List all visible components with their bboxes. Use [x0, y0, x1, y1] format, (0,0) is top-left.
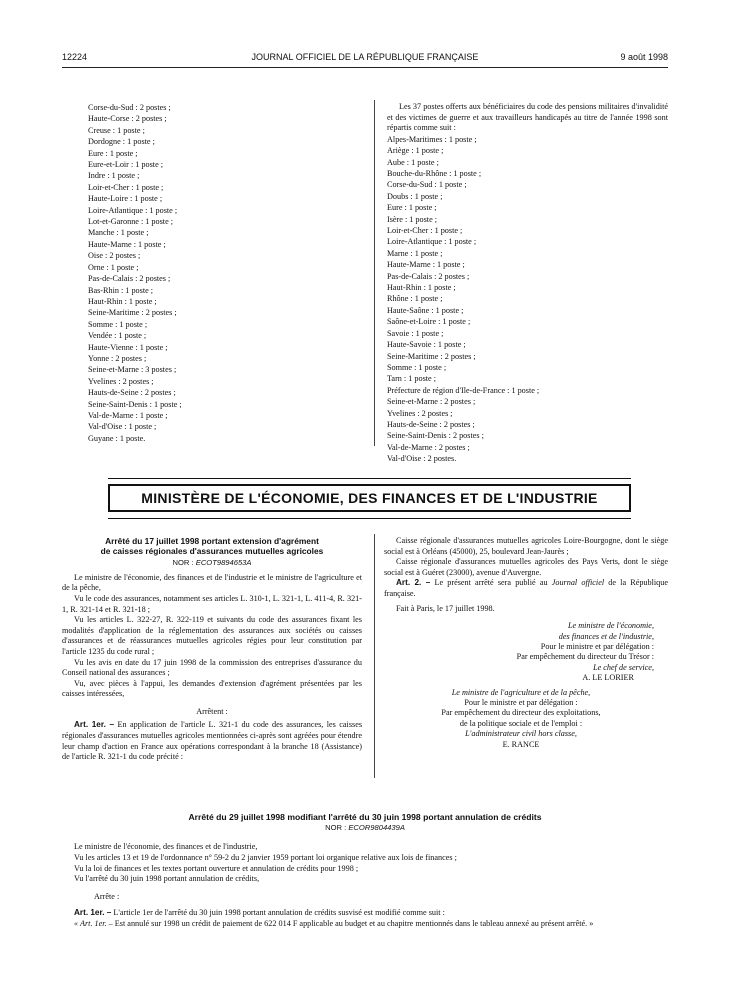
arrete-1-p3: Vu les articles L. 322-27, R. 322-119 et suivants du code des assurances fixant les modalités d'application de la réglementation des assurances aux sociétés ou caisses d'assurances et de réassurances mutuelles agricoles régies pour leur constitution par l'article 1235 du code rural ; [62, 615, 362, 656]
right-list-item: Bouche-du-Rhône : 1 poste ; [387, 169, 482, 178]
arrete-2-p2: Vu les articles 13 et 19 de l'ordonnance n° 59-2 du 2 janvier 1959 portant loi organique relative aux lois de finances ; [74, 853, 457, 862]
left-list-item: Haute-Loire : 1 poste ; [88, 194, 163, 204]
right-list-item: Seine-Maritime : 2 postes ; [387, 351, 476, 361]
right-list-item: Haut-Rhin : 1 poste ; [387, 283, 456, 293]
right-list-item: Seine-Saint-Denis : 2 postes ; [387, 431, 484, 441]
right-list-item: Corse-du-Sud : 1 poste ; [387, 180, 467, 190]
left-list-item: Manche : 1 poste ; [88, 228, 149, 238]
left-list-item: Val-de-Marne : 1 poste ; [88, 410, 168, 420]
arrete-1-p2: Vu le code des assurances, notamment ses articles L. 310-1, L. 321-1, L. 411-4, R. 321-1, R. 321-14 et R. 321-18 ; [62, 594, 362, 614]
left-list-item: Oise : 2 postes ; [88, 251, 141, 261]
arrete-2-p3: Vu la loi de finances et les textes portant ouverture et annulation de crédits pour 1998 ; [74, 863, 359, 873]
left-list-item: Vendée : 1 poste ; [88, 331, 147, 341]
left-list-item: Guyane : 1 poste. [88, 433, 146, 443]
left-list-item: Loir-et-Cher : 1 poste ; [88, 182, 164, 192]
left-list-item: Eure-et-Loir : 1 poste ; [88, 160, 164, 170]
right-list-item: Seine-et-Marne : 2 postes ; [387, 397, 476, 407]
right-post-section [387, 102, 668, 465]
right-list-item: Yvelines : 2 postes ; [387, 408, 453, 418]
arrete-1-title-line2: de caisses régionales d'assurances mutuelles agricoles [100, 546, 324, 557]
left-list-item: Seine-et-Marne : 3 postes ; [88, 365, 177, 375]
left-list-item: Loire-Atlantique : 1 poste ; [88, 205, 178, 215]
signatory-1-name: A. LE LORIER [582, 673, 634, 683]
right-list-item: Saône-et-Loire : 1 poste ; [387, 317, 471, 327]
right-intro: Les 37 postes offerts aux bénéficiaires du code des pensions militaires d'invalidité et des victimes de guerre et aux travailleurs handicapés au titre de l'année 1998 sont répartis comme suit : [387, 102, 668, 133]
arrete-1-caisse-2: Caisse régionale d'assurances mutuelles agricoles des Pays Verts, dont le siège social est à Guéret (23000), avenue d'Auvergne. [384, 557, 668, 577]
right-list-item: Préfecture de région d'Ile-de-France : 1 poste ; [387, 385, 540, 395]
signature-block-2: Le ministre de l'agriculture et de la pêche, Pour le ministre et par délégation : Par empêchement du directeur des exploitations, de la politique sociale et de l'emploi : L'administrateur civil hors classe, E. RANCE [374, 688, 668, 750]
arrete-2 [62, 812, 668, 929]
arrete-1-arretent: Arrêtent : [196, 706, 228, 716]
arrete-1-p4: Vu les avis en date du 17 juin 1998 de la commission des entreprises d'assurance du Conseil national des assurances ; [62, 657, 362, 678]
left-list-item: Corse-du-Sud : 2 postes ; [88, 103, 171, 112]
right-list-item: Hauts-de-Seine : 2 postes ; [387, 419, 475, 429]
left-list-item: Val-d'Oise : 1 poste ; [88, 422, 157, 432]
journal-title: JOURNAL OFFICIEL DE LA RÉPUBLIQUE FRANÇAISE [251, 52, 479, 62]
ministry-banner: MINISTÈRE DE L'ÉCONOMIE, DES FINANCES ET DE L'INDUSTRIE [108, 484, 631, 512]
right-list-item: Loir-et-Cher : 1 poste ; [387, 226, 463, 236]
left-list-item: Seine-Saint-Denis : 1 poste ; [88, 399, 182, 409]
issue-date: 9 août 1998 [620, 52, 668, 62]
arrete-2-p4: Vu l'arrêté du 30 juin 1998 portant annulation de crédits, [74, 874, 260, 884]
right-list-item: Haute-Saône : 1 poste ; [387, 305, 464, 315]
right-list-item: Loire-Atlantique : 1 poste ; [387, 237, 477, 247]
left-list-item: Haute-Corse : 2 postes ; [88, 114, 167, 124]
arrete-1-fait: Fait à Paris, le 17 juillet 1998. [396, 603, 495, 613]
arrete-2-article-1: Art. 1er. – L'article 1er de l'arrêté du 30 juin 1998 portant annulation de crédits susvisé est modifié comme suit : [74, 908, 445, 918]
right-list-item: Haute-Marne : 1 poste ; [387, 260, 465, 270]
arrete-1-p5: Vu, avec pièces à l'appui, les demandes d'extension d'agrément présentées par les caisses intéressées, [62, 678, 362, 699]
left-list-item: Pas-de-Calais : 2 postes ; [88, 274, 171, 284]
arrete-2-title: Arrêté du 29 juillet 1998 modifiant l'arrêté du 30 juin 1998 portant annulation de crédits [188, 812, 542, 822]
left-list-item: Yvelines : 2 postes ; [88, 376, 154, 386]
arrete-1-nor: NOR : ECOT9894653A [172, 557, 252, 567]
left-list-item: Orne : 1 poste ; [88, 262, 139, 272]
arrete-1-caisse-1: Caisse régionale d'assurances mutuelles agricoles Loire-Bourgogne, dont le siège social est à Orléans (45000), 25, boulevard Jean-Jaurès ; [384, 536, 668, 556]
right-list-item: Doubs : 1 poste ; [387, 191, 443, 201]
arrete-1-title-line1: Arrêté du 17 juillet 1998 portant extension d'agrément [105, 536, 319, 546]
right-list-item: Haute-Savoie : 1 poste ; [387, 340, 466, 350]
arrete-1-right [384, 536, 668, 750]
arrete-1-left [62, 536, 362, 763]
right-list-item: Marne : 1 poste ; [387, 248, 443, 258]
arrete-2-quote: « Art. 1er. – Est annulé sur 1998 un crédit de paiement de 622 014 F applicable au budget et au chapitre mentionnés dans le tableau annexé au présent arrêté. » [74, 918, 594, 928]
banner-rule-bottom [108, 518, 631, 519]
page-header [62, 52, 668, 66]
left-list-item: Hauts-de-Seine : 2 postes ; [88, 388, 176, 398]
left-list-item: Lot-et-Garonne : 1 poste ; [88, 217, 174, 227]
left-list-item: Somme : 1 poste ; [88, 319, 148, 329]
right-list-item: Tarn : 1 poste ; [387, 374, 436, 384]
left-list-item: Haut-Rhin : 1 poste ; [88, 296, 157, 306]
right-post-list [387, 134, 668, 465]
arrete-2-arrete: Arrête : [94, 891, 120, 901]
right-list-item: Aube : 1 poste ; [387, 157, 439, 167]
right-list-item: Ariège : 1 poste ; [387, 146, 444, 156]
header-rule [62, 67, 668, 68]
left-post-list [88, 102, 358, 444]
page-number: 12224 [62, 52, 88, 62]
arrete-2-nor: NOR : ECOR9804439A [325, 823, 405, 833]
right-list-item: Somme : 1 poste ; [387, 362, 447, 372]
right-list-item: Val-de-Marne : 2 postes ; [387, 442, 470, 452]
right-list-item: Isère : 1 poste ; [387, 214, 438, 224]
left-list-item: Dordogne : 1 poste ; [88, 137, 155, 147]
signatory-2-name: E. RANCE [502, 739, 540, 749]
right-list-item: Rhône : 1 poste ; [387, 294, 443, 304]
right-list-item: Eure : 1 poste ; [387, 203, 437, 213]
arrete-1-article-2: Art. 2. – Le présent arrêté sera publié au Journal officiel de la République française. [384, 578, 668, 598]
right-list-item: Savoie : 1 poste ; [387, 328, 444, 338]
banner-rule-top [108, 478, 631, 479]
right-list-item: Alpes-Maritimes : 1 poste ; [387, 134, 477, 144]
left-list-item: Yonne : 2 postes ; [88, 353, 147, 363]
left-list-item: Haute-Marne : 1 poste ; [88, 239, 166, 249]
signature-block-1: Le ministre de l'économie, des finances et de l'industrie, Pour le ministre et par délégation : Par empêchement du directeur du Trésor : Le chef de service, A. LE LORIER [384, 621, 668, 683]
column-divider [374, 100, 375, 446]
left-list-item: Indre : 1 poste ; [88, 171, 140, 181]
left-list-item: Seine-Maritime : 2 postes ; [88, 308, 177, 318]
left-list-item: Bas-Rhin : 1 poste ; [88, 285, 154, 295]
left-list-item: Eure : 1 poste ; [88, 148, 138, 158]
right-list-item: Val-d'Oise : 2 postes. [387, 454, 457, 464]
left-list-item: Creuse : 1 poste ; [88, 125, 145, 135]
arrete-2-p1: Le ministre de l'économie, des finances et de l'industrie, [74, 842, 258, 852]
left-list-item: Haute-Vienne : 1 poste ; [88, 342, 168, 352]
arrete-1-p1: Le ministre de l'économie, des finances et de l'industrie et le ministre de l'agriculture et de la pêche, [62, 572, 362, 593]
arrete-1-article-1: Art. 1er. – En application de l'article L. 321-1 du code des assurances, les caisses régionales d'assurances mutuelles agricoles mentionnées ci-après sont agréées pour étendre leur champ d'action en France aux opérations correspondant à la branche 18 (Assistance) de l'article R. 321-1 du code précité : [62, 720, 363, 762]
right-list-item: Pas-de-Calais : 2 postes ; [387, 271, 470, 281]
